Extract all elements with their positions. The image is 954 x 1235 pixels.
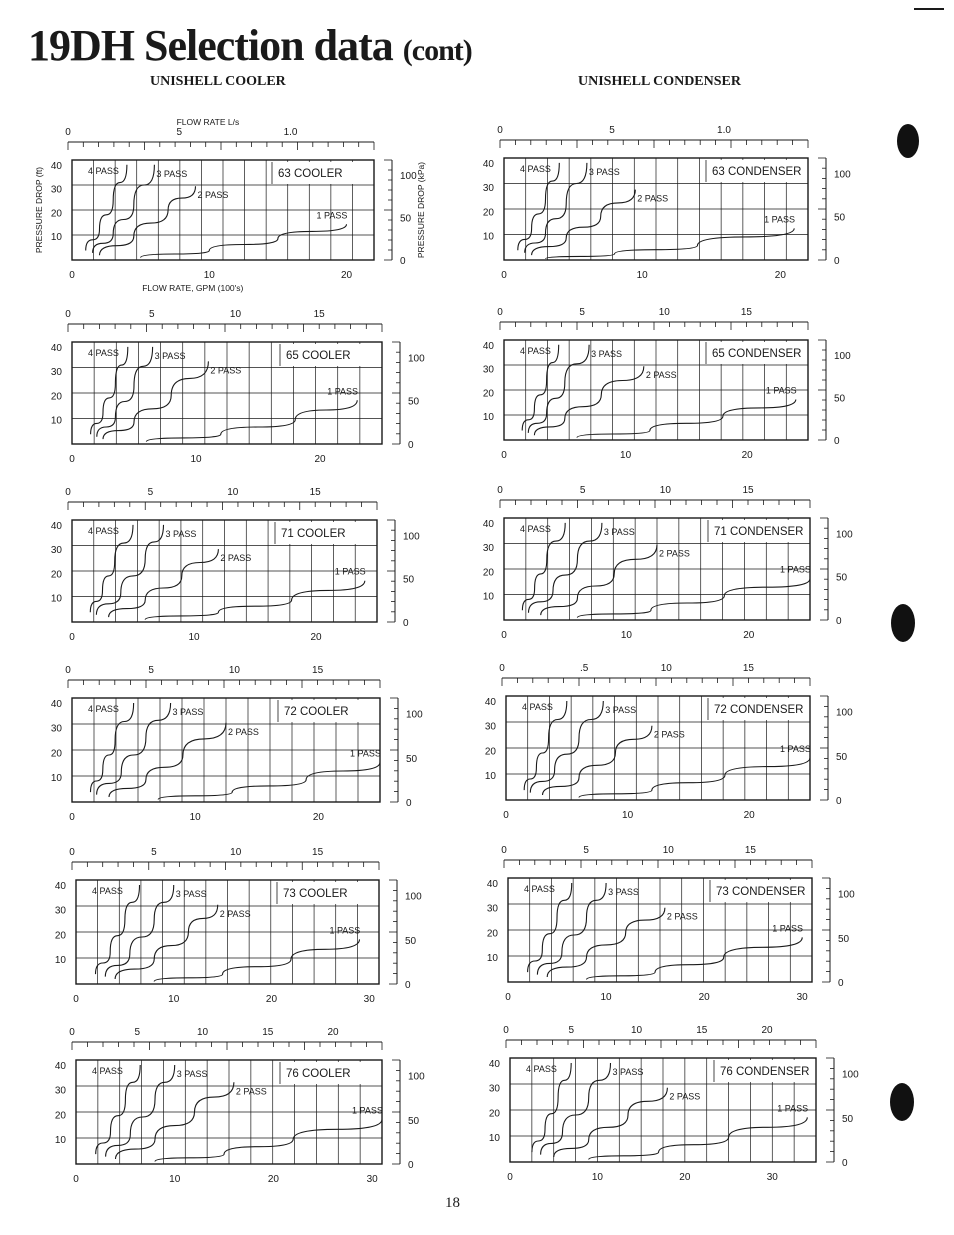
x-tick-label: 10 <box>169 1174 181 1185</box>
series-line-4-pass <box>528 883 572 972</box>
top-axis-tick-label: 10 <box>630 1025 643 1036</box>
right-axis-tick-label: 0 <box>834 436 840 447</box>
right-axis-tick-label: 50 <box>400 213 412 225</box>
y-tick-label: 10 <box>50 415 62 427</box>
series-line-1-pass <box>579 758 810 798</box>
cooler-column-heading: UNISHELL COOLER <box>150 74 286 89</box>
chart-73-cooler <box>55 847 422 1005</box>
series-label: 2 PASS <box>235 1086 267 1097</box>
series-label: 1 PASS <box>350 748 381 759</box>
chart-76-cooler <box>55 1027 425 1185</box>
series-line-1-pass <box>589 1117 808 1159</box>
right-axis-tick-label: 50 <box>836 751 848 763</box>
series-label: 3 PASS <box>588 166 620 177</box>
series-label: 2 PASS <box>228 726 259 737</box>
right-axis-tick-label: 0 <box>836 796 842 807</box>
right-axis-tick-label: 0 <box>838 978 844 989</box>
top-axis-tick-label: 5 <box>176 127 183 138</box>
series-label: 4 PASS <box>526 1064 557 1074</box>
series-label: 1 PASS <box>329 925 361 936</box>
top-axis-tick-label: 5 <box>583 845 589 856</box>
series-label: 1 PASS <box>772 923 804 934</box>
series-label: 4 PASS <box>520 346 551 356</box>
y-tick-label: 10 <box>54 955 66 967</box>
chart-title: 72 CONDENSER <box>714 704 804 716</box>
x-tick-label: 0 <box>503 810 509 821</box>
right-axis-tick-label: 100 <box>405 891 422 903</box>
y-tick-label: 10 <box>484 771 496 783</box>
chart-title: 76 CONDENSER <box>720 1066 810 1078</box>
chart-title: 65 CONDENSER <box>712 348 802 360</box>
top-axis-tick-label: 0 <box>65 309 71 320</box>
top-axis-tick-label: 5 <box>148 665 154 676</box>
x-tick-label: 20 <box>265 994 278 1005</box>
series-line-1-pass <box>154 939 359 981</box>
right-axis-tick-label: 50 <box>836 572 848 584</box>
top-axis-tick-label: 5 <box>151 847 157 858</box>
y-tick-label: 10 <box>50 773 62 785</box>
series-line-4-pass <box>96 885 140 974</box>
x-tick-label: 0 <box>69 812 75 823</box>
x-axis-title: FLOW RATE, GPM (100's) <box>142 283 244 293</box>
top-axis-tick-label: 15 <box>740 307 752 318</box>
right-axis-tick-label: 0 <box>403 618 409 629</box>
top-axis-tick-label: 10 <box>196 1027 209 1038</box>
chart-63-condenser <box>483 125 851 281</box>
top-axis-tick-label: 0 <box>65 487 71 498</box>
x-tick-label: 20 <box>312 812 324 823</box>
right-axis-tick-label: 50 <box>408 1115 420 1127</box>
y-tick-label: 10 <box>54 1135 66 1147</box>
series-line-2-pass <box>103 361 208 439</box>
chart-63-cooler <box>34 117 426 293</box>
series-label: 4 PASS <box>88 704 119 714</box>
x-tick-label: 0 <box>501 450 507 461</box>
x-tick-label: 0 <box>69 632 75 643</box>
x-tick-label: 10 <box>188 632 200 643</box>
top-axis-tick-label: 0 <box>69 1027 75 1038</box>
right-axis-tick-label: 0 <box>842 1158 848 1169</box>
y-tick-label: 20 <box>482 207 494 219</box>
top-axis-tick-label: 15 <box>696 1025 708 1036</box>
top-axis-tick-label: 5 <box>579 485 586 496</box>
series-label: 2 PASS <box>645 370 677 381</box>
series-label: 2 PASS <box>197 190 229 201</box>
y-tick-label: 30 <box>482 364 494 376</box>
top-axis-tick-label: 0 <box>503 1025 509 1036</box>
right-axis-tick-label: 0 <box>408 1160 414 1171</box>
series-label: 2 PASS <box>637 193 669 204</box>
x-tick-label: 20 <box>267 1174 279 1185</box>
chart-title: 73 COOLER <box>283 888 348 900</box>
top-axis-tick-label: 0 <box>497 307 503 318</box>
x-tick-label: 10 <box>620 450 632 461</box>
series-line-1-pass <box>146 400 357 441</box>
y-tick-label: 40 <box>50 342 62 354</box>
series-line-3-pass <box>529 523 602 613</box>
series-label: 4 PASS <box>92 1066 123 1076</box>
series-label: 3 PASS <box>603 526 635 537</box>
series-line-3-pass <box>525 163 587 253</box>
y-tick-label: 10 <box>50 593 62 605</box>
condenser-column-heading: UNISHELL CONDENSER <box>578 74 741 89</box>
x-tick-label: 0 <box>69 270 75 281</box>
right-axis-tick-label: 100 <box>408 1071 425 1083</box>
chart-title: 71 COOLER <box>281 528 346 540</box>
chart-73-condenser <box>487 845 855 1003</box>
y-tick-label: 20 <box>54 1110 66 1122</box>
series-line-2-pass <box>115 905 218 979</box>
right-axis-tick-label: 100 <box>836 707 853 719</box>
top-axis-tick-label: 10 <box>228 665 240 676</box>
x-tick-label: 20 <box>698 992 710 1003</box>
series-line-2-pass <box>547 908 665 977</box>
series-label: 3 PASS <box>176 1068 208 1079</box>
right-axis-tick-label: 50 <box>842 1113 854 1125</box>
y-tick-label: 20 <box>488 1108 500 1120</box>
series-label: 4 PASS <box>522 702 553 712</box>
y-tick-label: 40 <box>482 158 494 170</box>
y2-axis-title: PRESSURE DROP (kPa) <box>416 161 426 259</box>
series-label: 2 PASS <box>666 911 698 922</box>
y-tick-label: 40 <box>484 696 496 708</box>
right-axis-tick-label: 100 <box>408 353 425 365</box>
x-tick-label: 10 <box>203 270 215 281</box>
series-label: 3 PASS <box>172 706 204 717</box>
series-label: 2 PASS <box>653 729 685 740</box>
top-axis-tick-label: 10 <box>658 307 670 318</box>
x-tick-label: 20 <box>743 630 755 641</box>
chart-title: 73 CONDENSER <box>716 886 806 898</box>
series-label: 3 PASS <box>608 886 639 897</box>
series-line-3-pass <box>93 165 155 253</box>
x-tick-label: 10 <box>591 1172 603 1183</box>
series-label: 2 PASS <box>210 365 242 376</box>
x-tick-label: 0 <box>507 1172 513 1183</box>
series-label: 4 PASS <box>520 524 551 534</box>
y-tick-label: 20 <box>54 930 66 942</box>
top-axis-tick-label: 15 <box>313 309 325 320</box>
series-line-4-pass <box>91 347 128 434</box>
series-line-4-pass <box>90 525 133 612</box>
series-line-2-pass <box>534 366 643 435</box>
top-axis-tick-label: 15 <box>312 665 324 676</box>
y-tick-label: 10 <box>482 412 494 424</box>
x-tick-label: 30 <box>366 1174 378 1185</box>
x-tick-label: 10 <box>168 994 180 1005</box>
right-axis-tick-label: 100 <box>400 171 417 182</box>
chart-title: 71 CONDENSER <box>714 526 804 538</box>
chart-65-condenser <box>483 307 851 461</box>
top-axis-tick-label: 15 <box>744 845 756 856</box>
chart-title: 76 COOLER <box>286 1068 351 1080</box>
series-label: 2 PASS <box>659 548 690 559</box>
top-axis-tick-label: 10 <box>660 663 672 674</box>
y-tick-label: 20 <box>482 567 494 579</box>
top-axis-tick-label: 5 <box>148 309 155 320</box>
series-line-2-pass <box>109 723 226 797</box>
x-tick-label: 30 <box>766 1172 778 1183</box>
x-tick-label: 20 <box>743 810 755 821</box>
series-line-3-pass <box>97 703 171 795</box>
top-axis-tick-label: 5 <box>147 487 154 498</box>
y-tick-label: 40 <box>482 340 494 352</box>
right-axis-tick-label: 50 <box>834 212 846 224</box>
x-tick-label: 10 <box>620 630 632 641</box>
series-line-3-pass <box>537 883 606 975</box>
x-tick-label: 30 <box>363 994 375 1005</box>
series-label: 1 PASS <box>764 214 796 225</box>
chart-72-cooler <box>51 665 423 823</box>
chart-title: 65 COOLER <box>286 350 351 362</box>
chart-71-condenser <box>483 485 853 641</box>
series-line-1-pass <box>145 581 365 620</box>
y-tick-label: 30 <box>488 1083 500 1095</box>
series-label: 1 PASS <box>777 1103 809 1114</box>
top-axis-tick-label: .5 <box>579 663 589 674</box>
x-tick-label: 10 <box>636 270 648 281</box>
series-line-1-pass <box>587 937 803 979</box>
y-tick-label: 20 <box>482 388 494 400</box>
series-line-3-pass <box>96 525 163 615</box>
series-line-1-pass <box>155 1119 382 1161</box>
y-tick-label: 10 <box>482 591 494 603</box>
top-axis-tick-label: 15 <box>262 1027 274 1038</box>
x-tick-label: 30 <box>796 992 808 1003</box>
top-axis-tick-label: 0 <box>69 847 75 858</box>
y-tick-label: 40 <box>486 878 498 890</box>
top-axis-tick-label: 1.0 <box>717 125 731 136</box>
y-tick-label: 10 <box>50 232 62 244</box>
x-tick-label: 10 <box>190 454 202 465</box>
right-axis-tick-label: 100 <box>842 1069 859 1081</box>
right-axis-tick-label: 100 <box>838 889 855 901</box>
top-axis-tick-label: 20 <box>761 1025 773 1036</box>
series-line-3-pass <box>528 345 589 433</box>
chart-76-condenser <box>489 1025 859 1183</box>
right-axis-tick-label: 50 <box>403 574 415 586</box>
y-tick-label: 20 <box>486 928 498 940</box>
top-axis-tick-label: 0 <box>499 663 505 674</box>
series-label: 4 PASS <box>524 884 555 894</box>
y-tick-label: 40 <box>50 520 62 532</box>
series-line-2-pass <box>100 186 196 255</box>
right-axis-tick-label: 50 <box>405 935 417 947</box>
y-tick-label: 40 <box>50 160 62 172</box>
top-axis-tick-label: 15 <box>742 485 754 496</box>
right-axis-tick-label: 100 <box>834 351 851 362</box>
series-label: 1 PASS <box>352 1105 383 1116</box>
y-tick-label: 30 <box>486 903 498 915</box>
series-line-4-pass <box>532 1063 571 1152</box>
series-label: 4 PASS <box>88 348 119 358</box>
series-label: 1 PASS <box>780 564 811 575</box>
series-line-2-pass <box>543 726 652 795</box>
y-tick-label: 20 <box>50 748 62 760</box>
series-label: 2 PASS <box>220 553 252 564</box>
page-title-main: 19DH Selection data <box>28 21 393 70</box>
x-tick-label: 20 <box>314 454 326 465</box>
top-axis-tick-label: 10 <box>227 487 239 498</box>
series-label: 1 PASS <box>765 385 797 396</box>
right-axis-tick-label: 100 <box>406 709 423 721</box>
y-tick-label: 40 <box>50 698 62 710</box>
top-axis-tick-label: 10 <box>230 847 242 858</box>
y-tick-label: 40 <box>54 880 66 892</box>
x-tick-label: 10 <box>600 992 612 1003</box>
right-axis-tick-label: 0 <box>834 256 840 267</box>
y-tick-label: 10 <box>488 1133 500 1145</box>
y-axis-title: PRESSURE DROP (ft) <box>34 166 44 254</box>
right-axis-tick-label: 50 <box>408 396 420 408</box>
top-axis-tick-label: 5 <box>579 307 585 318</box>
x-tick-label: 0 <box>69 454 75 465</box>
top-axis-tick-label: 0 <box>497 485 503 496</box>
top-axis-tick-label: 5 <box>609 125 615 136</box>
series-line-1-pass <box>158 762 380 799</box>
x-tick-label: 20 <box>741 450 753 461</box>
y-tick-label: 30 <box>482 183 494 195</box>
y-tick-label: 20 <box>50 569 62 581</box>
top-axis-tick-label: 10 <box>662 845 674 856</box>
series-label: 3 PASS <box>605 704 637 715</box>
series-label: 4 PASS <box>520 164 551 174</box>
top-axis-tick-label: 1.0 <box>283 127 298 138</box>
series-label: 3 PASS <box>156 168 188 179</box>
series-line-4-pass <box>522 345 559 431</box>
page-title-suffix: (cont) <box>402 34 472 67</box>
series-line-3-pass <box>105 885 173 977</box>
series-line-2-pass <box>541 545 657 615</box>
top-axis-tick-label: 10 <box>659 485 671 496</box>
y-tick-label: 30 <box>50 367 62 379</box>
x-tick-label: 20 <box>310 632 322 643</box>
x-tick-label: 10 <box>622 810 634 821</box>
series-line-3-pass <box>106 1065 175 1157</box>
top-axis-tick-label: 0 <box>65 127 71 138</box>
top-axis-tick-label: 10 <box>229 309 242 320</box>
series-label: 2 PASS <box>669 1091 701 1102</box>
chart-65-cooler <box>51 309 425 465</box>
series-label: 4 PASS <box>88 526 119 536</box>
chart-72-condenser <box>485 663 853 821</box>
top-axis-title: FLOW RATE L/s <box>176 117 240 127</box>
y-tick-label: 30 <box>54 905 66 917</box>
x-tick-label: 20 <box>340 270 353 281</box>
x-tick-label: 20 <box>679 1172 691 1183</box>
right-axis-tick-label: 0 <box>406 798 412 809</box>
top-axis-tick-label: 15 <box>312 847 324 858</box>
top-axis-tick-label: 20 <box>327 1027 339 1038</box>
y-tick-label: 40 <box>482 518 494 530</box>
series-line-1-pass <box>546 228 795 258</box>
chart-title: 72 COOLER <box>284 706 349 718</box>
series-label: 4 PASS <box>92 886 123 896</box>
top-axis-tick-label: 0 <box>65 665 71 676</box>
y-tick-label: 20 <box>484 746 496 758</box>
x-tick-label: 20 <box>774 270 786 281</box>
right-axis-tick-label: 50 <box>838 933 850 945</box>
x-tick-label: 0 <box>73 994 79 1005</box>
y-tick-label: 40 <box>54 1060 66 1072</box>
top-axis-tick-label: 15 <box>742 663 754 674</box>
y-tick-label: 20 <box>50 391 62 403</box>
y-tick-label: 30 <box>484 721 496 733</box>
series-label: 3 PASS <box>612 1066 644 1077</box>
series-line-2-pass <box>109 549 219 617</box>
top-axis-tick-label: 15 <box>309 487 321 498</box>
series-line-4-pass <box>86 165 127 251</box>
right-axis-tick-label: 0 <box>400 256 406 267</box>
y-tick-label: 30 <box>50 184 62 196</box>
series-line-1-pass <box>577 400 796 438</box>
series-line-4-pass <box>524 701 567 790</box>
x-tick-label: 10 <box>189 812 201 823</box>
series-label: 1 PASS <box>316 210 348 221</box>
right-axis-tick-label: 0 <box>405 980 411 991</box>
series-line-4-pass <box>518 163 560 250</box>
series-line-3-pass <box>97 347 153 437</box>
right-axis-tick-label: 100 <box>836 529 853 541</box>
y-tick-label: 10 <box>482 231 494 243</box>
x-tick-label: 0 <box>501 270 507 281</box>
series-line-3-pass <box>530 701 603 793</box>
right-axis-tick-label: 50 <box>834 393 846 405</box>
x-tick-label: 0 <box>73 1174 79 1185</box>
top-axis-tick-label: 5 <box>568 1025 575 1036</box>
series-label: 2 PASS <box>219 908 251 919</box>
right-axis-tick-label: 50 <box>406 753 418 765</box>
series-line-4-pass <box>91 703 134 792</box>
top-axis-tick-label: 0 <box>497 125 503 136</box>
series-label: 3 PASS <box>175 888 207 899</box>
series-label: 3 PASS <box>165 528 197 539</box>
right-axis-tick-label: 0 <box>836 616 842 627</box>
series-line-4-pass <box>96 1065 141 1154</box>
series-label: 3 PASS <box>591 348 622 359</box>
series-line-4-pass <box>522 523 565 610</box>
y-tick-label: 20 <box>50 208 62 220</box>
page-number: 18 <box>445 1195 460 1211</box>
chart-title: 63 CONDENSER <box>712 166 802 178</box>
series-label: 4 PASS <box>88 166 119 176</box>
right-axis-tick-label: 0 <box>408 440 414 451</box>
series-line-1-pass <box>577 579 810 618</box>
y-tick-label: 40 <box>488 1058 500 1070</box>
y-tick-label: 30 <box>482 543 494 555</box>
x-tick-label: 0 <box>505 992 511 1003</box>
right-axis-tick-label: 100 <box>834 169 851 181</box>
x-tick-label: 0 <box>501 630 507 641</box>
top-axis-tick-label: 5 <box>134 1027 141 1038</box>
top-axis-tick-label: 0 <box>501 845 507 856</box>
y-tick-label: 10 <box>486 953 498 965</box>
series-label: 3 PASS <box>154 350 186 361</box>
series-label: 1 PASS <box>327 386 359 397</box>
chart-71-cooler <box>51 487 420 643</box>
series-line-1-pass <box>141 224 347 257</box>
series-label: 1 PASS <box>334 566 366 577</box>
y-tick-label: 30 <box>54 1085 66 1097</box>
chart-title: 63 COOLER <box>278 168 343 180</box>
y-tick-label: 30 <box>50 545 62 557</box>
right-axis-tick-label: 100 <box>403 531 420 543</box>
series-line-2-pass <box>554 1088 668 1157</box>
series-label: 1 PASS <box>780 743 811 754</box>
y-tick-label: 30 <box>50 723 62 735</box>
